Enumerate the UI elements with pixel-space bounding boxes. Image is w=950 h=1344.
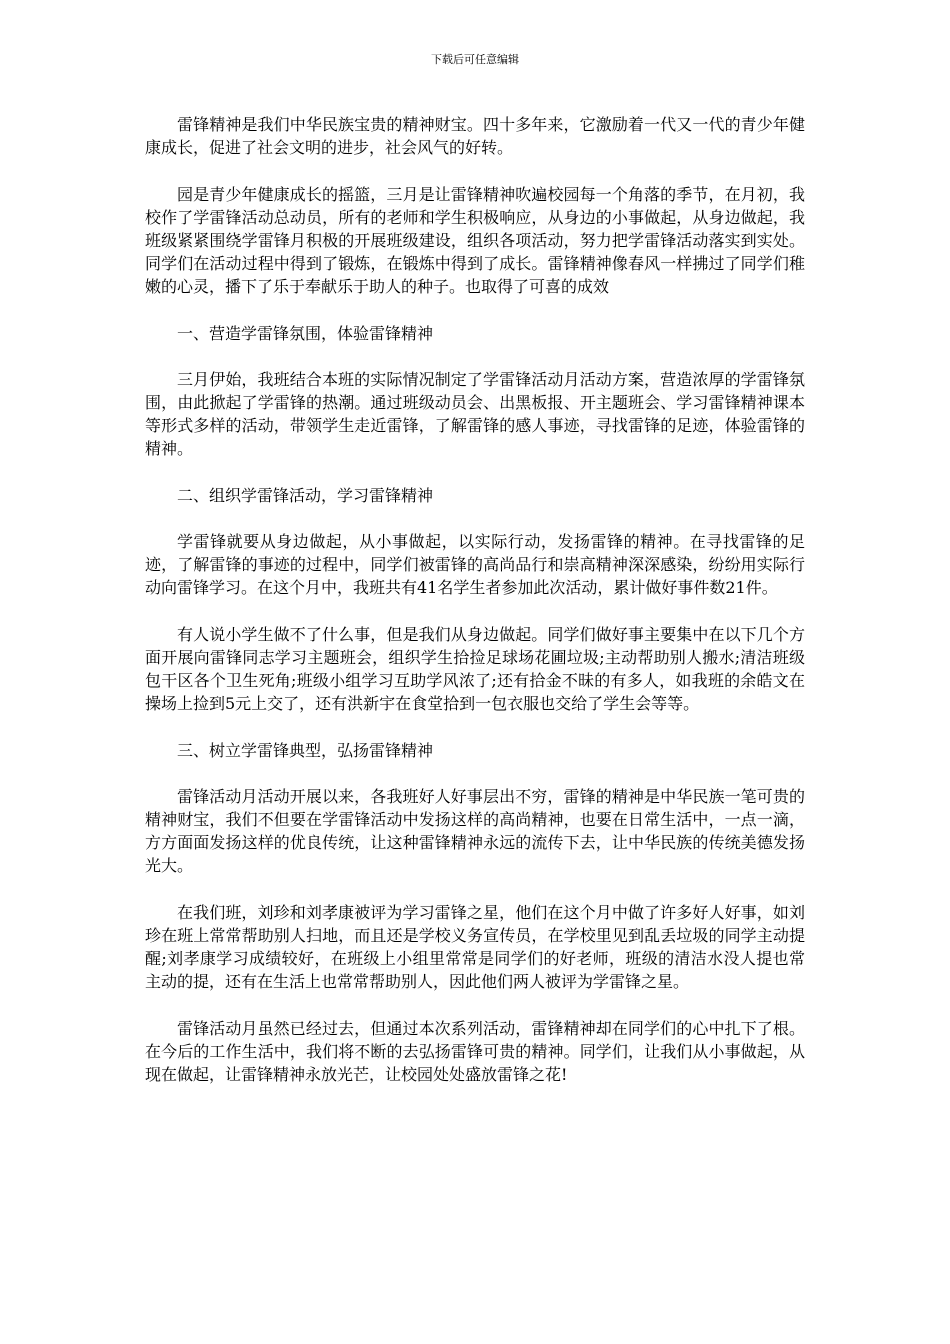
paragraph-section-2b: 有人说小学生做不了什么事，但是我们从身边做起。同学们做好事主要集中在以下几个方面开展向雷锋同志学习主题班会，组织学生拾捡足球场花圃垃圾;主动帮助别人搬水;清洁班级包干区各个卫生死角;班级小组学习互助学风浓了;还有拾金不昧的有多人，如我班的余皓文在操场上捡到5元上交了，还有洪新宇在食堂拾到一包衣服也交给了学生会等等。	[145, 625, 805, 713]
page-header: 下载后可任意编辑	[431, 53, 519, 66]
section-heading-3: 三、树立学雷锋典型，弘扬雷锋精神	[177, 741, 434, 760]
paragraph-conclusion: 雷锋活动月虽然已经过去，但通过本次系列活动，雷锋精神却在同学们的心中扎下了根。在今后的工作生活中，我们将不断的去弘扬雷锋可贵的精神。同学们，让我们从小事做起，从现在做起，让雷锋精神永放光芒，让校园处处盛放雷锋之花!	[145, 1019, 805, 1084]
paragraph-section-3b: 在我们班，刘珍和刘孝康被评为学习雷锋之星，他们在这个月中做了许多好人好事，如刘珍在班上常常帮助别人扫地，而且还是学校义务宣传员，在学校里见到乱丢垃圾的同学主动提醒;刘孝康学习成绩较好，在班级上小组里常常是同学们的好老师，班级的清洁水没人提也常主动的提，还有在生活上也常常帮助别人，因此他们两人被评为学雷锋之星。	[145, 903, 805, 991]
section-heading-1: 一、营造学雷锋氛围，体验雷锋精神	[177, 324, 434, 343]
section-heading-2: 二、组织学雷锋活动，学习雷锋精神	[177, 486, 434, 505]
paragraph-section-2a: 学雷锋就要从身边做起，从小事做起，以实际行动，发扬雷锋的精神。在寻找雷锋的足迹，了解雷锋的事迹的过程中，同学们被雷锋的高尚品行和崇高精神深深感染，纷纷用实际行动向雷锋学习。在这个月中，我班共有41名学生者参加此次活动，累计做好事件数21件。	[145, 532, 805, 597]
paragraph-section-1: 三月伊始，我班结合本班的实际情况制定了学雷锋活动月活动方案，营造浓厚的学雷锋氛围，由此掀起了学雷锋的热潮。通过班级动员会、出黑板报、开主题班会、学习雷锋精神课本等形式多样的活动，带领学生走近雷锋，了解雷锋的感人事迹，寻找雷锋的足迹，体验雷锋的精神。	[145, 370, 805, 458]
paragraph-intro: 雷锋精神是我们中华民族宝贵的精神财宝。四十多年来，它激励着一代又一代的青少年健康成长，促进了社会文明的进步，社会风气的好转。	[145, 115, 805, 157]
paragraph-section-3a: 雷锋活动月活动开展以来，各我班好人好事层出不穷，雷锋的精神是中华民族一笔可贵的精神财宝，我们不但要在学雷锋活动中发扬这样的高尚精神，也要在日常生活中，一点一滴，方方面面发扬这样的优良传统，让这种雷锋精神永远的流传下去，让中华民族的传统美德发扬光大。	[145, 787, 805, 875]
paragraph-campus: 园是青少年健康成长的摇篮，三月是让雷锋精神吹遍校园每一个角落的季节，在月初，我校作了学雷锋活动总动员，所有的老师和学生积极响应，从身边的小事做起，从身边做起，我班级紧紧围绕学雷锋月积极的开展班级建设，组织各项活动，努力把学雷锋活动落实到实处。同学们在活动过程中得到了锻炼，在锻炼中得到了成长。雷锋精神像春风一样拂过了同学们稚嫩的心灵，播下了乐于奉献乐于助人的种子。也取得了可喜的成效	[145, 185, 805, 296]
document-body	[145, 113, 805, 1110]
